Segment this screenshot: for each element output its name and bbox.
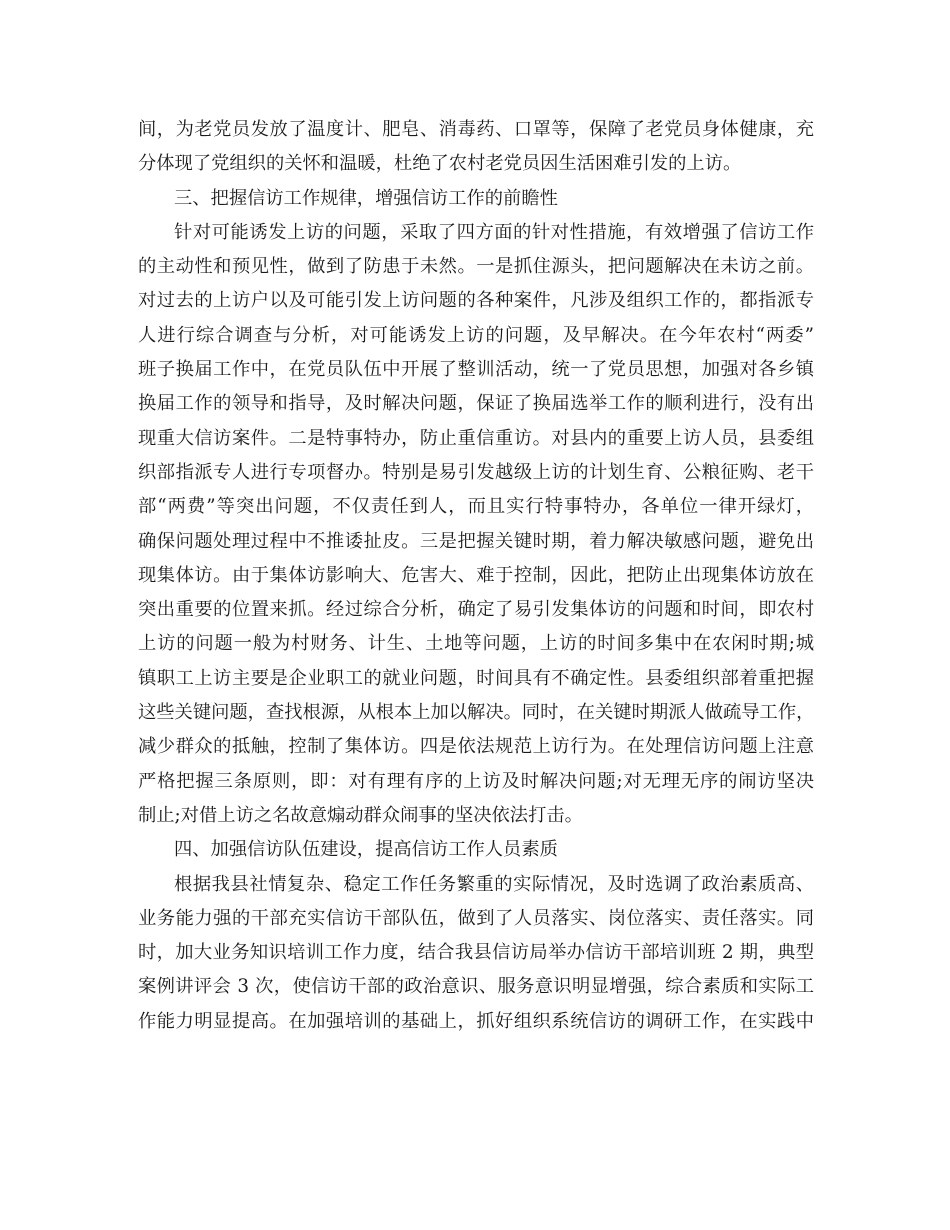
body-line: 镇职工上访主要是企业职工的就业问题，时间具有不确定性。县委组织部着重把握	[138, 667, 814, 689]
body-line: 案例讲评会 3 次，使信访干部的政治意识、服务意识明显增强，综合素质和实际工	[138, 976, 814, 998]
document-body	[138, 113, 814, 1039]
body-line: 上访的问题一般为村财务、计生、土地等问题，上访的时间多集中在农闲时期;城	[138, 633, 814, 655]
paragraph-start: 针对可能诱发上访的问题，采取了四方面的针对性措施，有效增强了信访工作	[174, 221, 814, 243]
body-line: 班子换届工作中，在党员队伍中开展了整训活动，统一了党员思想，加强对各乡镇	[138, 359, 814, 381]
body-line: 人进行综合调查与分析，对可能诱发上访的问题，及早解决。在今年农村“两委”	[138, 324, 814, 346]
body-line: 作能力明显提高。在加强培训的基础上，抓好组织系统信访的调研工作，在实践中	[138, 1010, 814, 1032]
paragraph-start: 根据我县社情复杂、稳定工作任务繁重的实际情况，及时选调了政治素质高、	[174, 873, 814, 895]
body-line: 确保问题处理过程中不推诿扯皮。三是把握关键时期，着力解决敏感问题，避免出	[138, 530, 814, 552]
body-line: 现集体访。由于集体访影响大、危害大、难于控制，因此，把防止出现集体访放在	[138, 564, 814, 586]
body-line: 换届工作的领导和指导，及时解决问题，保证了换届选举工作的顺利进行，没有出	[138, 393, 814, 415]
body-line: 这些关键问题，查找根源，从根本上加以解决。同时，在关键时期派人做疏导工作，	[138, 702, 814, 724]
section-heading-4: 四、加强信访队伍建设，提高信访工作人员素质	[174, 839, 558, 861]
body-line: 分体现了党组织的关怀和温暖，杜绝了农村老党员因生活困难引发的上访。	[138, 153, 742, 175]
body-line: 严格把握三条原则，即：对有理有序的上访及时解决问题;对无理无序的闹访坚决	[138, 770, 814, 792]
body-line: 减少群众的抵触，控制了集体访。四是依法规范上访行为。在处理信访问题上注意	[138, 736, 814, 758]
body-line: 突出重要的位置来抓。经过综合分析，确定了易引发集体访的问题和时间，即农村	[138, 599, 814, 621]
body-line: 现重大信访案件。二是特事特办，防止重信重访。对县内的重要上访人员，县委组	[138, 427, 814, 449]
body-line: 间，为老党员发放了温度计、肥皂、消毒药、口罩等，保障了老党员身体健康，充	[138, 119, 814, 140]
section-heading-3: 三、把握信访工作规律，增强信访工作的前瞻性	[174, 187, 558, 209]
body-line: 时，加大业务知识培训工作力度，结合我县信访局举办信访干部培训班 2 期，典型	[138, 942, 814, 964]
body-line: 制止;对借上访之名故意煽动群众闹事的坚决依法打击。	[138, 804, 583, 826]
body-line: 的主动性和预见性，做到了防患于未然。一是抓住源头，把问题解决在未访之前。	[138, 256, 814, 278]
body-line: 部“两费”等突出问题，不仅责任到人，而且实行特事特办，各单位一律开绿灯，	[138, 496, 814, 518]
body-line: 对过去的上访户以及可能引发上访问题的各种案件，凡涉及组织工作的，都指派专	[138, 290, 814, 312]
body-line: 业务能力强的干部充实信访干部队伍，做到了人员落实、岗位落实、责任落实。同	[138, 907, 814, 929]
body-line: 织部指派专人进行专项督办。特别是易引发越级上访的计划生育、公粮征购、老干	[138, 461, 814, 483]
